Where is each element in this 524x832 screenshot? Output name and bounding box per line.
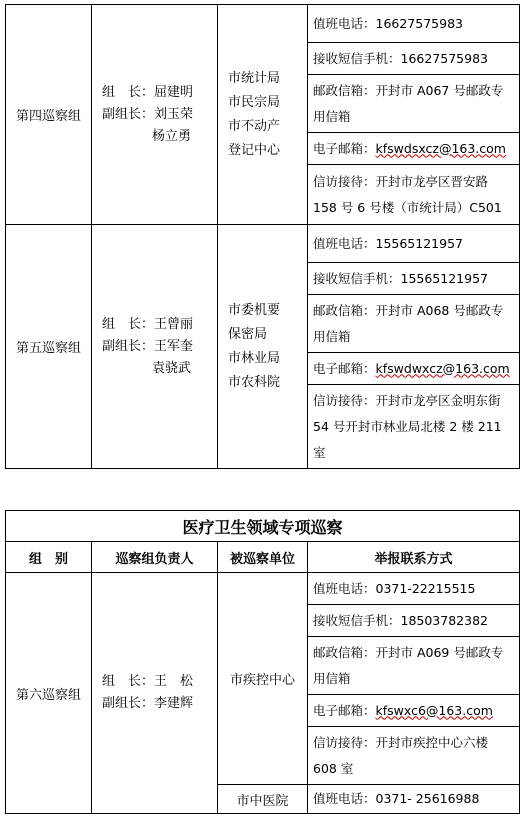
sms-phone: 接收短信手机：15565121957 — [308, 263, 520, 295]
group-leaders: 组 长：王 松 副组长：李建辉 — [92, 573, 218, 814]
group-leaders: 组 长：王曾丽 副组长：王军奎 袁骁武 — [92, 225, 218, 469]
inspected-unit: 市疾控中心 — [218, 573, 308, 785]
duty-phone: 值班电话：15565121957 — [308, 225, 520, 263]
duty-phone: 值班电话：0371- 25616988 — [308, 785, 520, 814]
group-leaders: 组 长：屈建明 副组长：刘玉荣 杨立勇 — [92, 5, 218, 225]
header-group: 组 别 — [6, 542, 92, 573]
postal-box: 邮政信箱：开封市 A069 号邮政专用信箱 — [308, 637, 520, 695]
deputy-name: 李建辉 — [154, 696, 194, 711]
medical-inspection-table — [5, 510, 520, 814]
email-row: 电子邮箱：kfswxc6@163.com — [308, 695, 520, 727]
email-link[interactable]: kfswxc6@163.com — [375, 702, 493, 718]
deputy-name: 王军奎 — [154, 338, 194, 354]
postal-box: 邮政信箱：开封市 A068 号邮政专用信箱 — [308, 295, 520, 353]
email-link[interactable]: kfswdsxcz@163.com — [375, 140, 506, 156]
group-name: 第四巡察组 — [6, 5, 92, 225]
header-contacts: 举报联系方式 — [308, 542, 520, 573]
visit-address: 信访接待：开封市疾控中心六楼 608 室 — [308, 727, 520, 785]
deputy-name: 杨立勇 — [152, 128, 192, 144]
inspection-table-top — [5, 4, 520, 469]
visit-address: 信访接待：开封市龙亭区金明东街 54 号开封市林业局北楼 2 楼 211 室 — [308, 385, 520, 469]
visit-address: 信访接待：开封市龙亭区晋安路 158 号 6 号楼（市统计局）C501 — [308, 165, 520, 225]
inspected-units: 市统计局 市民宗局 市不动产 登记中心 — [218, 5, 308, 225]
header-leaders: 巡察组负责人 — [92, 542, 218, 573]
inspected-units: 市委机要 保密局 市林业局 市农科院 — [218, 225, 308, 469]
postal-box: 邮政信箱：开封市 A067 号邮政专用信箱 — [308, 75, 520, 133]
email-row: 电子邮箱：kfswdsxcz@163.com — [308, 133, 520, 165]
sms-phone: 接收短信手机：16627575983 — [308, 43, 520, 75]
sms-phone: 接收短信手机：18503782382 — [308, 605, 520, 637]
header-units: 被巡察单位 — [218, 542, 308, 573]
leader-name: 王 松 — [154, 674, 194, 689]
deputy-name: 刘玉荣 — [154, 106, 194, 122]
email-row: 电子邮箱：kfswdwxcz@163.com — [308, 353, 520, 385]
duty-phone: 值班电话：0371-22215515 — [308, 573, 520, 605]
section-title: 医疗卫生领域专项巡察 — [6, 511, 520, 542]
group-name: 第五巡察组 — [6, 225, 92, 469]
leader-name: 屈建明 — [154, 84, 194, 100]
email-link[interactable]: kfswdwxcz@163.com — [375, 360, 510, 376]
group-name: 第六巡察组 — [6, 573, 92, 814]
inspected-unit: 市中医院 — [218, 785, 308, 814]
duty-phone: 值班电话：16627575983 — [308, 5, 520, 43]
leader-name: 王曾丽 — [154, 316, 194, 332]
deputy-name: 袁骁武 — [152, 360, 192, 376]
